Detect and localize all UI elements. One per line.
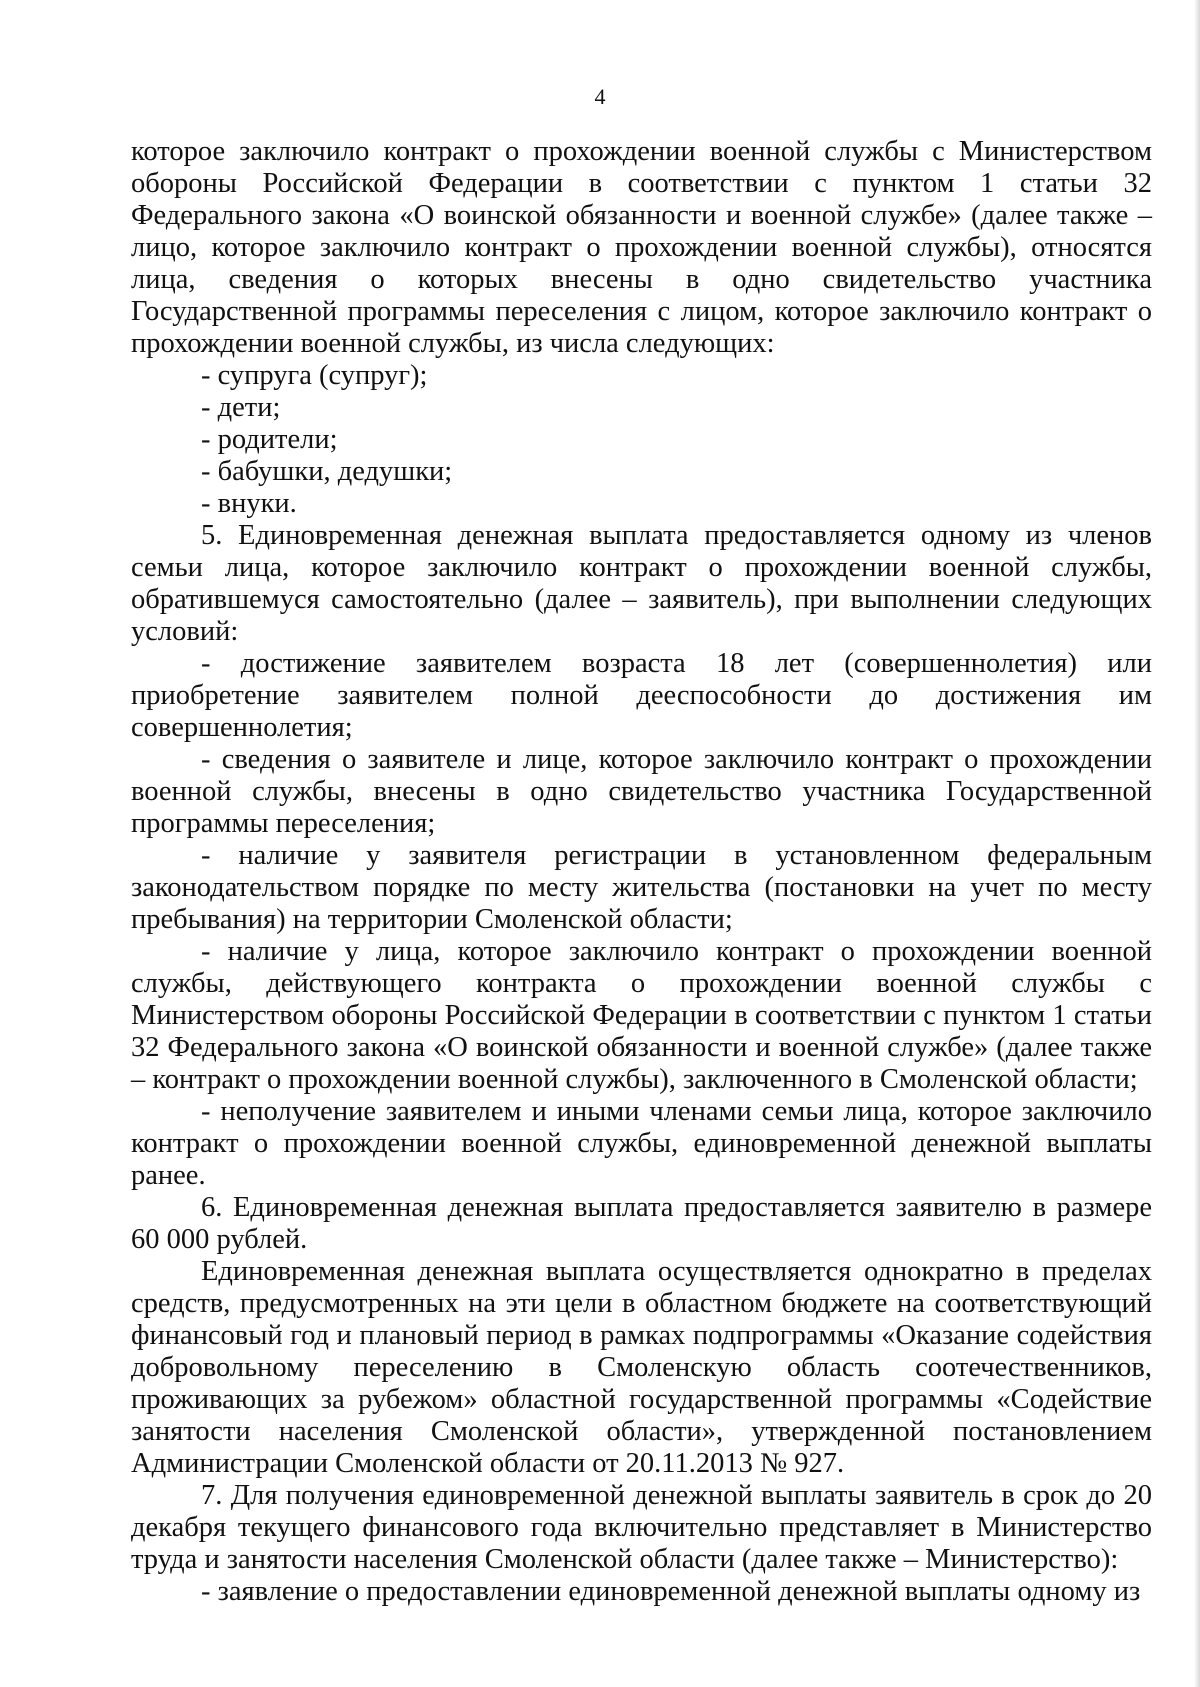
condition-contract: - наличие у лица, которое заключило контракт о прохождении военной службы, действующего контракта о прохождении военной службы с Министерством обороны Российской Федерации в соответствии с пунктом 1 статьи 32 Федерального закона «О воинской обязанности и военной службе» (далее также – контракт о прохождении военной службы), заключенного в Смоленской области; xyxy=(131,936,1152,1095)
list-item-spouse: - супруга (супруг); xyxy=(201,360,428,391)
paragraph-intro: которое заключило контракт о прохождении военной службы с Министерством обороны Российской Федерации в соответствии с пунктом 1 статьи 32 Федерального закона «О воинской обязанности и военной службе» (далее также – лицо, которое заключило контракт о прохождении военной службы), относятся лица, сведения о которых внесены в одно свидетельство участника Государственной программы переселения с лицом, которое заключило контракт о прохождении военной службы, из числа следующих: xyxy=(131,136,1152,359)
list-item-parents: - родители; xyxy=(201,424,338,455)
paragraph-clause-7: 7. Для получения единовременной денежной выплаты заявитель в срок до 20 декабря текущего финансового года включительно представляет в Министерство труда и занятости населения Смоленской области (далее также – Министерство): xyxy=(131,1480,1152,1575)
paragraph-clause-5: 5. Единовременная денежная выплата предоставляется одному из членов семьи лица, которое заключило контракт о прохождении военной службы, обратившемуся самостоятельно (далее – заявитель), при выполнении следующих условий: xyxy=(131,520,1152,647)
page-number: 4 xyxy=(594,84,606,109)
condition-certificate: - сведения о заявителе и лице, которое заключило контракт о прохождении военной службы, внесены в одно свидетельство участника Государственной программы переселения; xyxy=(131,744,1152,839)
condition-no-prior-payment: - неполучение заявителем и иными членами семьи лица, которое заключило контракт о прохождении военной службы, единовременной денежной выплаты ранее. xyxy=(131,1096,1152,1191)
scan-edge-shadow xyxy=(1194,0,1200,1687)
paragraph-funding: Единовременная денежная выплата осуществляется однократно в пределах средств, предусмотренных на эти цели в областном бюджете на соответствующий финансовый год и плановый период в рамках подпрограммы «Оказание содействия добровольному переселению в Смоленскую область соотечественников, проживающих за рубежом» областной государственной программы «Содействие занятости населения Смоленской области», утвержденной постановлением Администрации Смоленской области от 20.11.2013 № 927. xyxy=(131,1256,1152,1479)
condition-registration: - наличие у заявителя регистрации в установленном федеральным законодательством порядке по месту жительства (постановки на учет по месту пребывания) на территории Смоленской области; xyxy=(131,840,1152,935)
list-item-children: - дети; xyxy=(201,392,281,423)
paragraph-application: - заявление о предоставлении единовременной денежной выплаты одному из xyxy=(201,1576,1141,1607)
list-item-grandchildren: - внуки. xyxy=(201,488,297,519)
condition-age: - достижение заявителем возраста 18 лет (совершеннолетия) или приобретение заявителем полной дееспособности до достижения им совершеннолетия; xyxy=(131,648,1152,743)
document-body xyxy=(131,136,1152,1608)
list-item-grandparents: - бабушки, дедушки; xyxy=(201,456,453,487)
paragraph-clause-6: 6. Единовременная денежная выплата предоставляется заявителю в размере 60 000 рублей. xyxy=(131,1192,1152,1255)
